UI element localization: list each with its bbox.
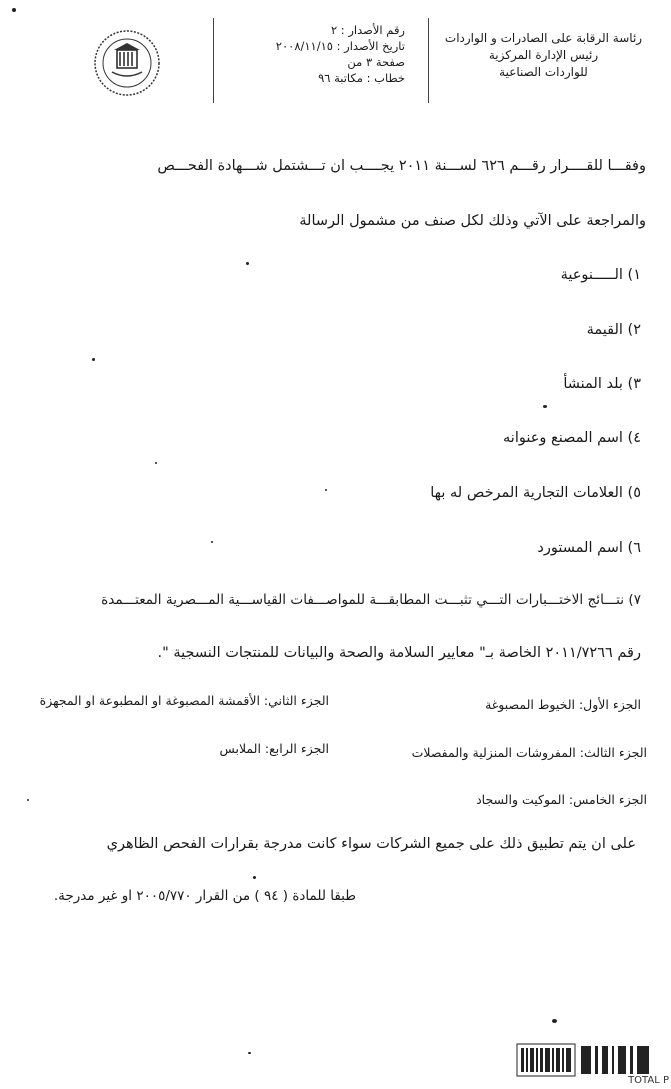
scan-speck bbox=[543, 405, 547, 408]
authority-line-1: رئاسة الرقابة على الصادرات و الواردات bbox=[444, 31, 643, 45]
list-item-trademarks: ٥) العلامات التجارية المرخص له بها bbox=[430, 485, 641, 501]
closing-line-1: على ان يتم تطبيق ذلك على جميع الشركات سواء كانت مدرجة بقرارات الفحص الظاهري bbox=[106, 836, 636, 852]
part-5: الجزء الخامس: الموكيت والسجاد bbox=[476, 792, 647, 807]
scan-speck bbox=[246, 262, 249, 265]
scan-speck bbox=[248, 1052, 251, 1054]
list-item-type: ١) الـــــنوعية bbox=[560, 267, 641, 283]
issuing-authority-block bbox=[426, 30, 661, 81]
scan-speck bbox=[253, 876, 256, 879]
list-item-test-results: ٧) نتـــائج الاختـــبارات التـــي تثبـــت المطابقـــة للمواصـــفات القياســـية المـــصرية المعتـــمدة bbox=[101, 592, 641, 608]
part-4: الجزء الرابع: الملابس bbox=[219, 741, 329, 756]
intro-line-1: وفقـــا للقــــرار رقـــم ٦٢٦ لســـنة ٢٠١١ يجــــب ان تـــشتمل شـــهادة الفحـــص bbox=[157, 158, 646, 174]
list-item-importer: ٦) اسم المستورد bbox=[537, 540, 641, 556]
issue-date: تاريخ الأصدار : ٢٠٠٨/١١/١٥ bbox=[275, 39, 405, 53]
list-item-test-results-cont: رقم ٢٠١١/٧٢٦٦ الخاصة بـ" معايير السلامة والصحة والبيانات للمنتجات النسجية ". bbox=[157, 645, 641, 661]
header-divider-left bbox=[213, 18, 214, 103]
list-item-origin: ٣) بلد المنشأ bbox=[563, 376, 641, 392]
part-3: الجزء الثالث: المفروشات المنزلية والمفصلات bbox=[411, 745, 647, 760]
ministry-seal-icon bbox=[92, 28, 162, 98]
part-1: الجزء الأول: الخيوط المصبوغة bbox=[485, 697, 641, 712]
header-divider-right bbox=[428, 18, 429, 103]
scan-speck bbox=[211, 541, 213, 543]
issue-info-block bbox=[240, 22, 405, 86]
fax-total-label: TOTAL P bbox=[628, 1075, 669, 1086]
part-2: الجزء الثاني: الأقمشة المصبوغة او المطبوعة او المجهزة bbox=[39, 693, 329, 708]
page-number: صفحة ٣ من bbox=[347, 55, 405, 69]
barcode-stamp-icon bbox=[515, 1040, 655, 1080]
issue-number: رقم الأصدار : ٢ bbox=[330, 23, 405, 37]
scan-speck bbox=[325, 489, 327, 491]
scan-speck bbox=[27, 799, 29, 801]
authority-line-2: رئيس الإدارة المركزية bbox=[488, 48, 599, 62]
authority-line-3: للواردات الصناعية bbox=[499, 65, 588, 79]
scan-speck bbox=[155, 462, 157, 464]
list-item-value: ٢) القيمة bbox=[586, 322, 641, 338]
list-item-factory: ٤) اسم المصنع وعنوانه bbox=[503, 430, 641, 446]
closing-line-2: طبقا للمادة ( ٩٤ ) من القرار ٢٠٠٥/٧٧٠ او غير مدرجة. bbox=[53, 888, 356, 904]
letter-ref: خطاب : مكاتبة ٩٦ bbox=[318, 71, 405, 85]
scan-speck bbox=[552, 1019, 557, 1023]
scan-speck bbox=[92, 358, 95, 361]
scan-speck bbox=[12, 8, 16, 12]
intro-line-2: والمراجعة على الآتي وذلك لكل صنف من مشمول الرسالة bbox=[299, 213, 646, 229]
